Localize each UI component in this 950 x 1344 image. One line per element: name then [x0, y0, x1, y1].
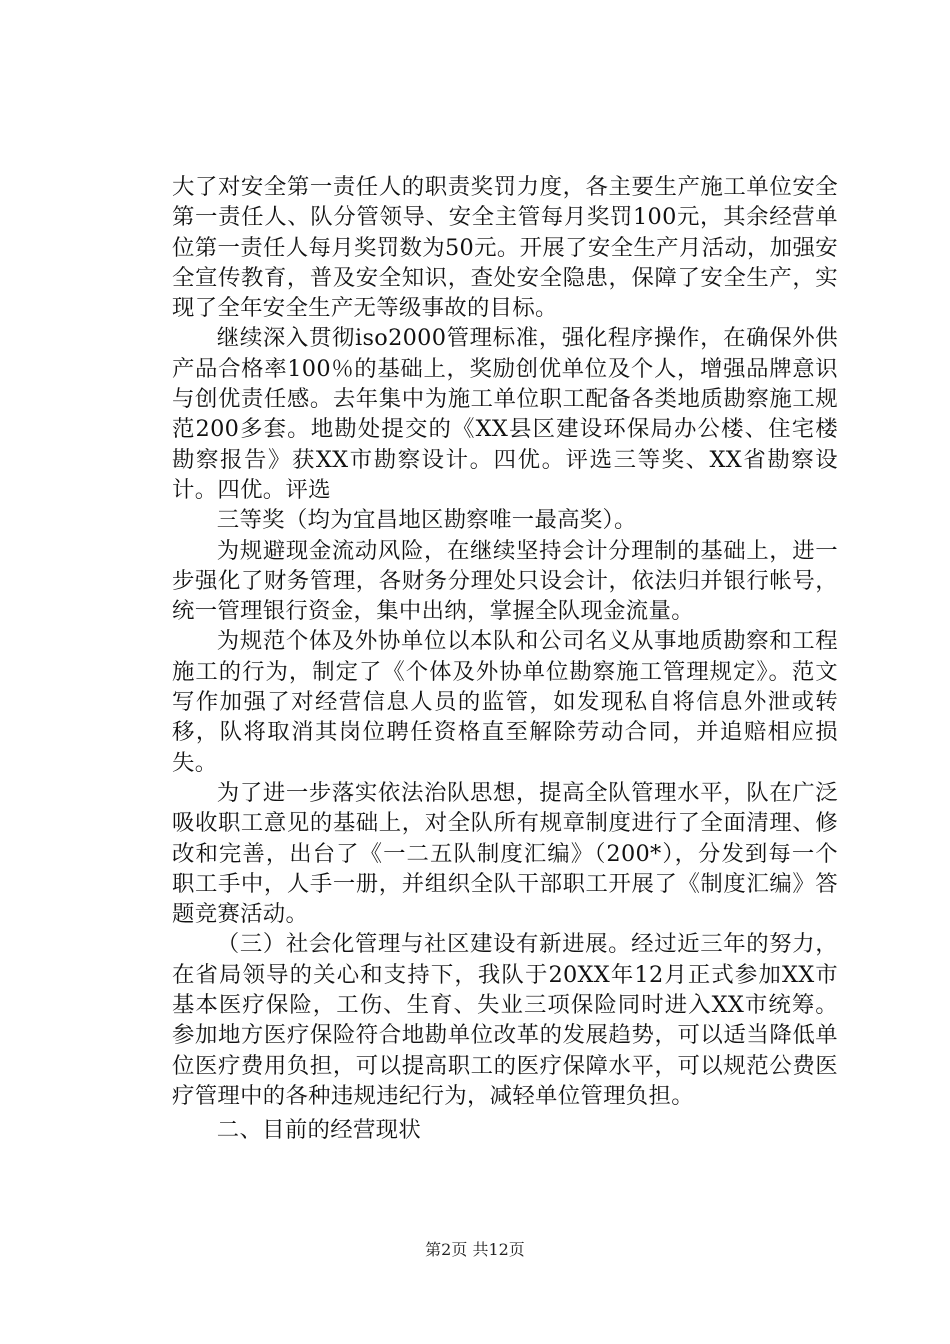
page-number-footer: 第2页 共12页	[425, 1240, 525, 1259]
document-body	[172, 172, 838, 1146]
paragraph-contractor-rules: 为规范个体及外协单位以本队和公司名义从事地质勘察和工程施工的行为，制定了《个体及外协单位勘察施工管理规定》。范文写作加强了对经营信息人员的监管，如发现私自将信息外泄或转移，队将取消其岗位聘任资格直至解除劳动合同，并追赔相应损失。	[172, 628, 838, 776]
paragraph-iso-standard: 继续深入贯彻iso2000管理标准，强化程序操作，在确保外供产品合格率100％的基础上，奖励创优单位及个人，增强品牌意识与创优责任感。去年集中为施工单位职工配备各类地质勘察施工规范200多套。地勘处提交的《XX县区建设环保局办公楼、住宅楼勘察报告》获XX市勘察设计。四优。评选三等奖、XX省勘察设计。四优。评选	[172, 325, 838, 503]
paragraph-social-management: （三）社会化管理与社区建设有新进展。经过近三年的努力，在省局领导的关心和支持下，我队于20XX年12月正式参加XX市基本医疗保险，工伤、生育、失业三项保险同时进入XX市统筹。参加地方医疗保险符合地勘单位改革的发展趋势，可以适当降低单位医疗费用负担，可以提高职工的医疗保障水平，可以规范公费医疗管理中的各种违规违纪行为，减轻单位管理负担。	[172, 931, 838, 1109]
paragraph-regulations: 为了进一步落实依法治队思想，提高全队管理水平，队在广泛吸收职工意见的基础上，对全队所有规章制度进行了全面清理、修改和完善，出台了《一二五队制度汇编》（200*），分发到每一个职工手中，人手一册，并组织全队干部职工开展了《制度汇编》答题竞赛活动。	[172, 779, 838, 928]
paragraph-safety-rewards: 大了对安全第一责任人的职责奖罚力度，各主要生产施工单位安全第一责任人、队分管领导、安全主管每月奖罚100元，其余经营单位第一责任人每月奖罚数为50元。开展了安全生产月活动，加强安全宣传教育，普及安全知识，查处安全隐患，保障了安全生产，实现了全年安全生产无等级事故的目标。	[172, 174, 838, 322]
paragraph-cash-flow: 为规避现金流动风险，在继续坚持会计分理制的基础上，进一步强化了财务管理，各财务分理处只设会计，依法归并银行帐号，统一管理银行资金，集中出纳，掌握全队现金流量。	[172, 537, 838, 625]
paragraph-third-prize: 三等奖（均为宜昌地区勘察唯一最高奖）。	[216, 507, 637, 534]
section-heading: 二、目前的经营现状	[216, 1117, 422, 1144]
